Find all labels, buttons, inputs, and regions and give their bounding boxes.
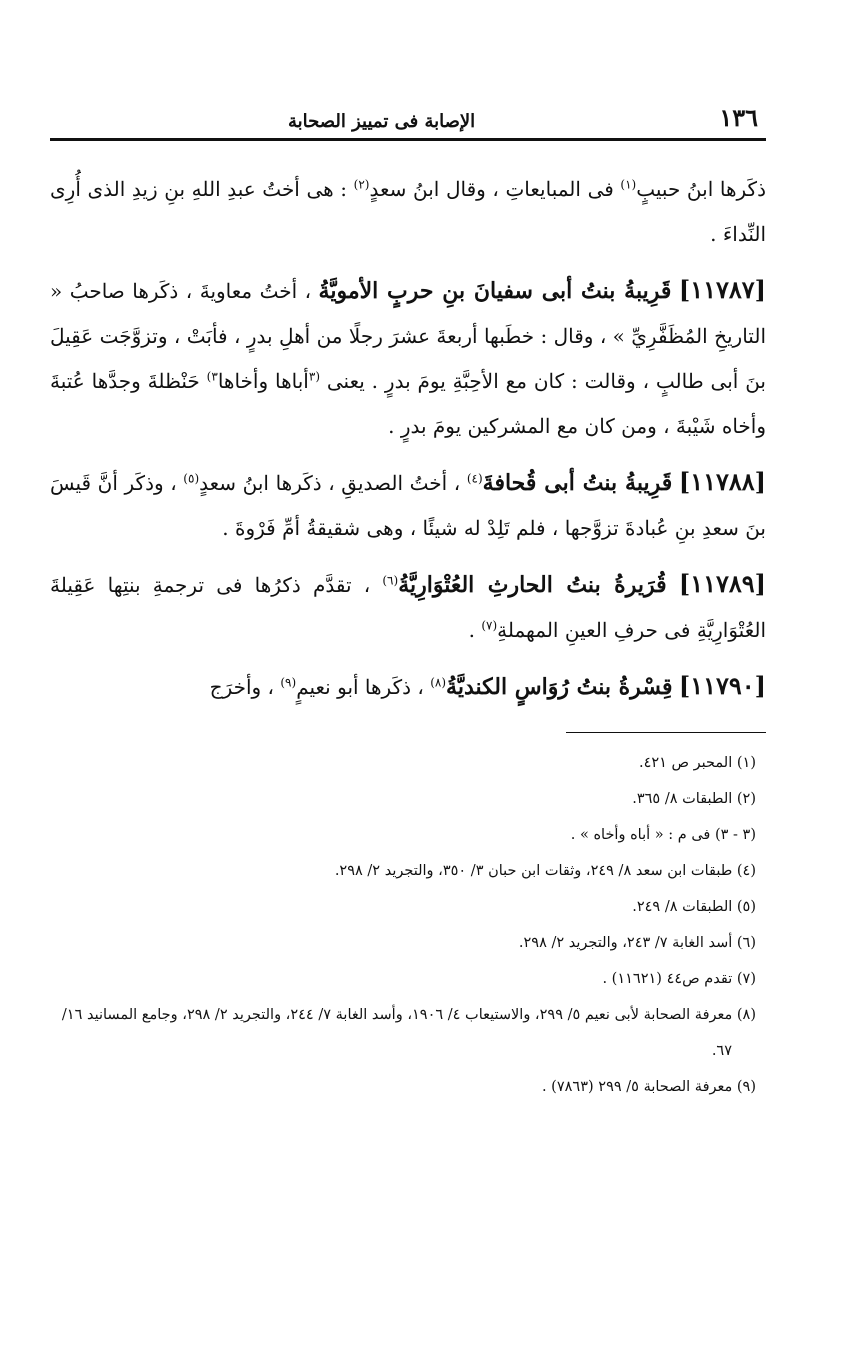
text: ، أختُ الصديقِ ، ذكَرها ابنُ سعدٍ bbox=[199, 471, 467, 495]
running-title: الإصابة فى تمييز الصحابة bbox=[288, 111, 476, 132]
footnote-ref: ٣) bbox=[206, 369, 218, 384]
footnote-ref: (٥) bbox=[183, 471, 200, 486]
entry-paragraph bbox=[50, 561, 766, 653]
footnote: (٢) الطبقات ٨/ ٣٦٥. bbox=[632, 791, 756, 807]
text: فى المبايعاتِ ، وقال ابنُ سعدٍ bbox=[369, 177, 621, 201]
footnote-ref: (٣ bbox=[308, 369, 320, 384]
footnote: (٩) معرفة الصحابة ٥/ ٢٩٩ (٧٨٦٣) . bbox=[541, 1079, 756, 1095]
footnote: (٨) معرفة الصحابة لأبى نعيم ٥/ ٢٩٩، والاستيعاب ٤/ ١٩٠٦، وأسد الغابة ٧/ ٢٤٤، والتجريد ٢/ ٢٩٨، وجامع المسانيد ١٦/ ٦٧. bbox=[61, 1007, 756, 1059]
page-number: ١٣٦ bbox=[719, 103, 758, 132]
footnote-ref: (١) bbox=[620, 177, 637, 192]
footnote-ref: (٦) bbox=[382, 573, 399, 588]
text: ، أختُ معاويةَ ، ذكَرها صاحبُ « التاريخِ المُظَفَّرِيِّ » ، وقال : خطَبها أربعةَ عشرَ رجلًا من أهلِ بدرٍ ، فأبَتْ ، وتزوَّجَت عَقِيلَ بنَ أبى طالبٍ ، وقالت : كان مع الأحِبَّةِ يومَ بدرٍ . يعنى bbox=[50, 279, 766, 393]
text: . bbox=[468, 618, 482, 642]
text: أباها وأخاها bbox=[217, 369, 309, 393]
footnote-ref: (٩) bbox=[280, 675, 297, 690]
entry-name: قِسْرةُ بنتُ رُوَاسٍ الكنديَّةُ bbox=[446, 674, 673, 700]
main-text bbox=[50, 167, 766, 710]
entry-number: [١١٧٨٧] bbox=[678, 275, 767, 304]
page-header bbox=[50, 96, 766, 132]
footnote-ref: (٢) bbox=[353, 177, 370, 192]
book-page bbox=[50, 96, 766, 1323]
text: حَنْظلةَ وجدَّها عُتبةَ وأخاه شَيْبةَ ، ومن كان مع المشركين يومَ بدرٍ . bbox=[50, 369, 766, 438]
footnote: (٦) أسد الغابة ٧/ ٢٤٣، والتجريد ٢/ ٢٩٨. bbox=[518, 935, 756, 951]
paragraph bbox=[50, 167, 766, 257]
entry-paragraph bbox=[50, 459, 766, 551]
entry-number: [١١٧٨٩] bbox=[678, 569, 767, 598]
footnote-separator bbox=[566, 732, 766, 733]
header-rule bbox=[50, 138, 766, 141]
footnote-ref: (٤) bbox=[466, 471, 483, 486]
footnote-ref: (٨) bbox=[430, 675, 447, 690]
text: ، تقدَّم ذكرُها فى ترجمةِ بنتِها عَقِيلةَ العُتْوَارِيَّةِ فى حرفِ العينِ المهملةِ bbox=[50, 573, 766, 642]
text: ، ذكَرها أبو نعيمٍ bbox=[296, 675, 431, 699]
text: ذكَرها ابنُ حبيبٍ bbox=[636, 177, 766, 201]
footnote-ref: (٧) bbox=[481, 618, 498, 633]
entry-paragraph bbox=[50, 663, 766, 710]
entry-name: قَرِيبةُ بنتُ أبى سفيانَ بنِ حربٍ الأمويَّةُ bbox=[318, 278, 672, 304]
text: : هى أختُ عبدِ اللهِ بنِ زيدِ الذى أُرِى النِّداءَ . bbox=[50, 177, 766, 246]
footnote: (٣ - ٣) فى م : « أباه وأخاه » . bbox=[570, 827, 756, 843]
entry-number: [١١٧٩٠] bbox=[678, 671, 766, 700]
footnotes bbox=[50, 745, 766, 1105]
text: ، وأخرَج bbox=[209, 675, 281, 699]
text: ، وذكَر أنَّ قَيسَ بنَ سعدِ بنِ عُبادةَ تزوَّجها ، فلم تَلِدْ له شيئًا ، وهى شقيقةُ أمِّ فَرْوةَ . bbox=[50, 471, 766, 540]
footnote: (٧) تقدم ص٤٤ (١١٦٢١) . bbox=[602, 971, 756, 987]
footnote: (١) المحبر ص ٤٢١. bbox=[638, 755, 756, 771]
entry-paragraph bbox=[50, 267, 766, 449]
footnote: (٤) طبقات ابن سعد ٨/ ٢٤٩، وثقات ابن حبان ٣/ ٣٥٠، والتجريد ٢/ ٢٩٨. bbox=[334, 863, 756, 879]
entry-name: قَرِيبةُ بنتُ أبى قُحافةَ bbox=[482, 470, 673, 496]
footnote: (٥) الطبقات ٨/ ٢٤٩. bbox=[632, 899, 756, 915]
entry-number: [١١٧٨٨] bbox=[678, 467, 767, 496]
entry-name: قُرَيرةُ بنتُ الحارثِ العُتْوَارِيَّةُ bbox=[398, 572, 667, 598]
